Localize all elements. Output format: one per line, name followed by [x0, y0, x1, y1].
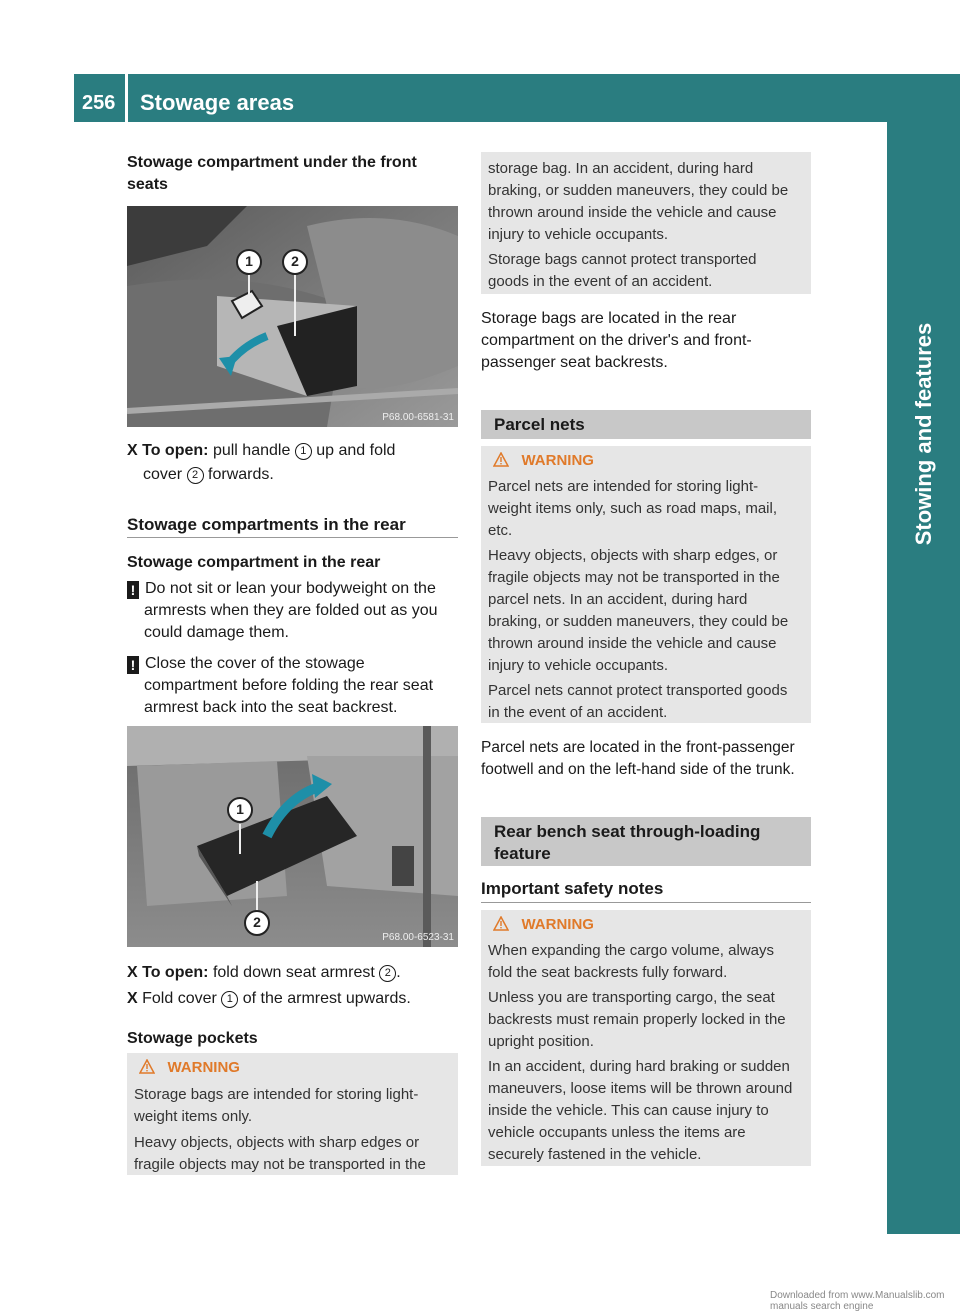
parcel-warning-box: [481, 446, 811, 723]
text-line: passenger seat backrests.: [481, 354, 668, 371]
warning-line: inside the vehicle. This can cause injury to: [488, 1102, 769, 1119]
pockets-warning-box: [127, 1053, 458, 1175]
note-line: Do not sit or lean your bodyweight on the: [145, 580, 436, 597]
step-marker-icon: X: [127, 964, 138, 981]
warning-line: Parcel nets cannot protect transported goods: [488, 682, 788, 699]
warning-title: WARNING: [521, 452, 594, 469]
callout-2-label: 2: [291, 253, 299, 269]
callout-ref-1: 1: [295, 443, 312, 460]
warning-text: [488, 158, 810, 293]
warning-text: [488, 476, 810, 724]
callout-1-label: 1: [236, 801, 244, 817]
warning-line: Parcel nets are intended for storing light-: [488, 478, 759, 495]
note-2: [127, 653, 460, 719]
exclamation-icon: !: [127, 581, 139, 599]
warning-line: weight items only, such as road maps, mail,: [488, 500, 778, 517]
step-marker-icon: X: [127, 990, 138, 1007]
safety-heading: Important safety notes: [481, 879, 664, 898]
warning-line: thrown around inside the vehicle and cause: [488, 204, 777, 221]
pockets-heading: Stowage pockets: [127, 1030, 258, 1047]
warning-triangle-icon: [493, 452, 509, 467]
warning-line: thrown around inside the vehicle and cause: [488, 635, 777, 652]
warning-text: [134, 1084, 456, 1176]
open-step-1: [127, 440, 457, 486]
rear-subheading: Stowage compartment in the rear: [127, 554, 381, 571]
warning-line: fragile objects may not be transported in the: [488, 569, 780, 586]
warning-line: In an accident, during hard braking or sudden: [488, 1058, 790, 1075]
warning-line: braking, or sudden maneuvers, they could be: [488, 613, 789, 630]
warning-header: [493, 916, 594, 934]
open-step-2: [127, 962, 458, 984]
warning-triangle-icon: [139, 1059, 155, 1074]
step-text: of the armrest upwards.: [242, 990, 411, 1007]
text-line: compartment on the driver's and front-: [481, 332, 752, 349]
parcel-nets-text: [481, 737, 821, 781]
step-text: pull handle: [212, 442, 291, 459]
warning-line: fragile objects may not be transported in the: [134, 1156, 426, 1173]
step-bold: To open:: [142, 964, 209, 981]
heading-line: feature: [494, 844, 551, 863]
warning-line: braking, or sudden maneuvers, they could be: [488, 182, 789, 199]
parcel-nets-heading-bar: [481, 410, 811, 439]
warning-line: parcel nets. In an accident, during hard: [488, 591, 748, 608]
warning-title: WARNING: [167, 1059, 240, 1076]
warning-line: When expanding the cargo volume, always: [488, 942, 774, 959]
warning-line: maneuvers, loose items will be thrown around: [488, 1080, 793, 1097]
warning-line: weight items only.: [134, 1108, 253, 1125]
warning-line: in the event of an accident.: [488, 704, 668, 721]
callout-2-label: 2: [253, 914, 261, 930]
heading-rule: [127, 537, 458, 538]
warning-text: [488, 940, 810, 1166]
warning-header: [139, 1059, 240, 1077]
warning-line: goods in the event of an accident.: [488, 273, 713, 290]
warning-line: Unless you are transporting cargo, the seat: [488, 989, 775, 1006]
step-text: up and fold: [316, 442, 396, 459]
rear-armrest-illustration: [127, 726, 458, 947]
note-line: armrest back into the seat backrest.: [144, 699, 398, 716]
bench-warning-box: [481, 910, 811, 1166]
warning-line: Heavy objects, objects with sharp edges or: [134, 1134, 420, 1151]
exclamation-icon: !: [127, 656, 139, 674]
section-title: Stowage areas: [140, 90, 295, 115]
callout-ref-1: 1: [221, 991, 238, 1008]
front-seat-illustration: [127, 206, 458, 427]
warning-line: Storage bags are intended for storing light-: [134, 1086, 419, 1103]
bench-heading: [494, 821, 760, 865]
step-text: fold down seat armrest: [212, 964, 375, 981]
storage-bags-text: [481, 308, 812, 374]
text-line: Storage bags are located in the rear: [481, 310, 737, 327]
note-1: [127, 578, 460, 644]
footer-url: Downloaded from www.Manualslib.com manuals search engine: [770, 1290, 945, 1312]
step-bold: To open:: [142, 442, 209, 459]
callout-1-label: 1: [245, 253, 253, 269]
warning-line: storage bag. In an accident, during hard: [488, 160, 754, 177]
warning-line: Heavy objects, objects with sharp edges, or: [488, 547, 778, 564]
parcel-nets-heading: Parcel nets: [494, 415, 585, 434]
step-text: Fold cover: [142, 990, 217, 1007]
heading-line: seats: [127, 176, 168, 193]
text-line: footwell and on the left-hand side of the trunk.: [481, 761, 795, 778]
warning-line: Storage bags cannot protect transported: [488, 251, 757, 268]
warning-line: etc.: [488, 522, 513, 539]
rear-armrest-image: [127, 726, 458, 947]
warning-line: injury to vehicle occupants.: [488, 226, 669, 243]
step-text: .: [396, 964, 401, 981]
pockets-warning-continued: [481, 152, 811, 294]
bench-heading-bar: [481, 817, 811, 866]
header-separator: [125, 74, 128, 122]
note-line: compartment before folding the rear seat: [144, 677, 434, 694]
heading-line: Rear bench seat through-loading: [494, 822, 761, 841]
note-line: Close the cover of the stowage: [145, 655, 365, 672]
heading-line: Stowage compartment under the front: [127, 154, 417, 171]
warning-line: upright position.: [488, 1033, 594, 1050]
page-number: 256: [82, 92, 116, 114]
text-line: Parcel nets are located in the front-passenger: [481, 739, 795, 756]
heading-rule: [481, 902, 811, 903]
warning-header: [493, 452, 594, 470]
front-seat-compartment-image: [127, 206, 458, 427]
note-line: could damage them.: [144, 624, 289, 641]
step-marker-icon: X: [127, 442, 138, 459]
open-step-3: [127, 988, 458, 1010]
step-text: forwards.: [208, 466, 274, 483]
warning-line: backrests must remain properly locked in the: [488, 1011, 786, 1028]
callout-ref-2: 2: [187, 467, 204, 484]
note-line: armrests when they are folded out as you: [144, 602, 438, 619]
image-caption: P68.00-6581-31: [382, 412, 454, 423]
warning-line: fold the seat backrests fully forward.: [488, 964, 728, 981]
warning-line: securely fastened in the vehicle.: [488, 1146, 702, 1163]
image-caption: P68.00-6523-31: [382, 932, 454, 943]
rear-heading: Stowage compartments in the rear: [127, 515, 406, 534]
warning-line: vehicle occupants unless the items are: [488, 1124, 746, 1141]
side-tab-label: Stowing and features: [910, 322, 936, 546]
step-text: cover: [143, 466, 183, 483]
side-tab-label-wrap: [887, 74, 960, 1234]
callout-ref-2: 2: [379, 965, 396, 982]
warning-triangle-icon: [493, 916, 509, 931]
warning-line: injury to vehicle occupants.: [488, 657, 669, 674]
warning-title: WARNING: [521, 916, 594, 933]
front-seats-heading: [127, 152, 417, 196]
